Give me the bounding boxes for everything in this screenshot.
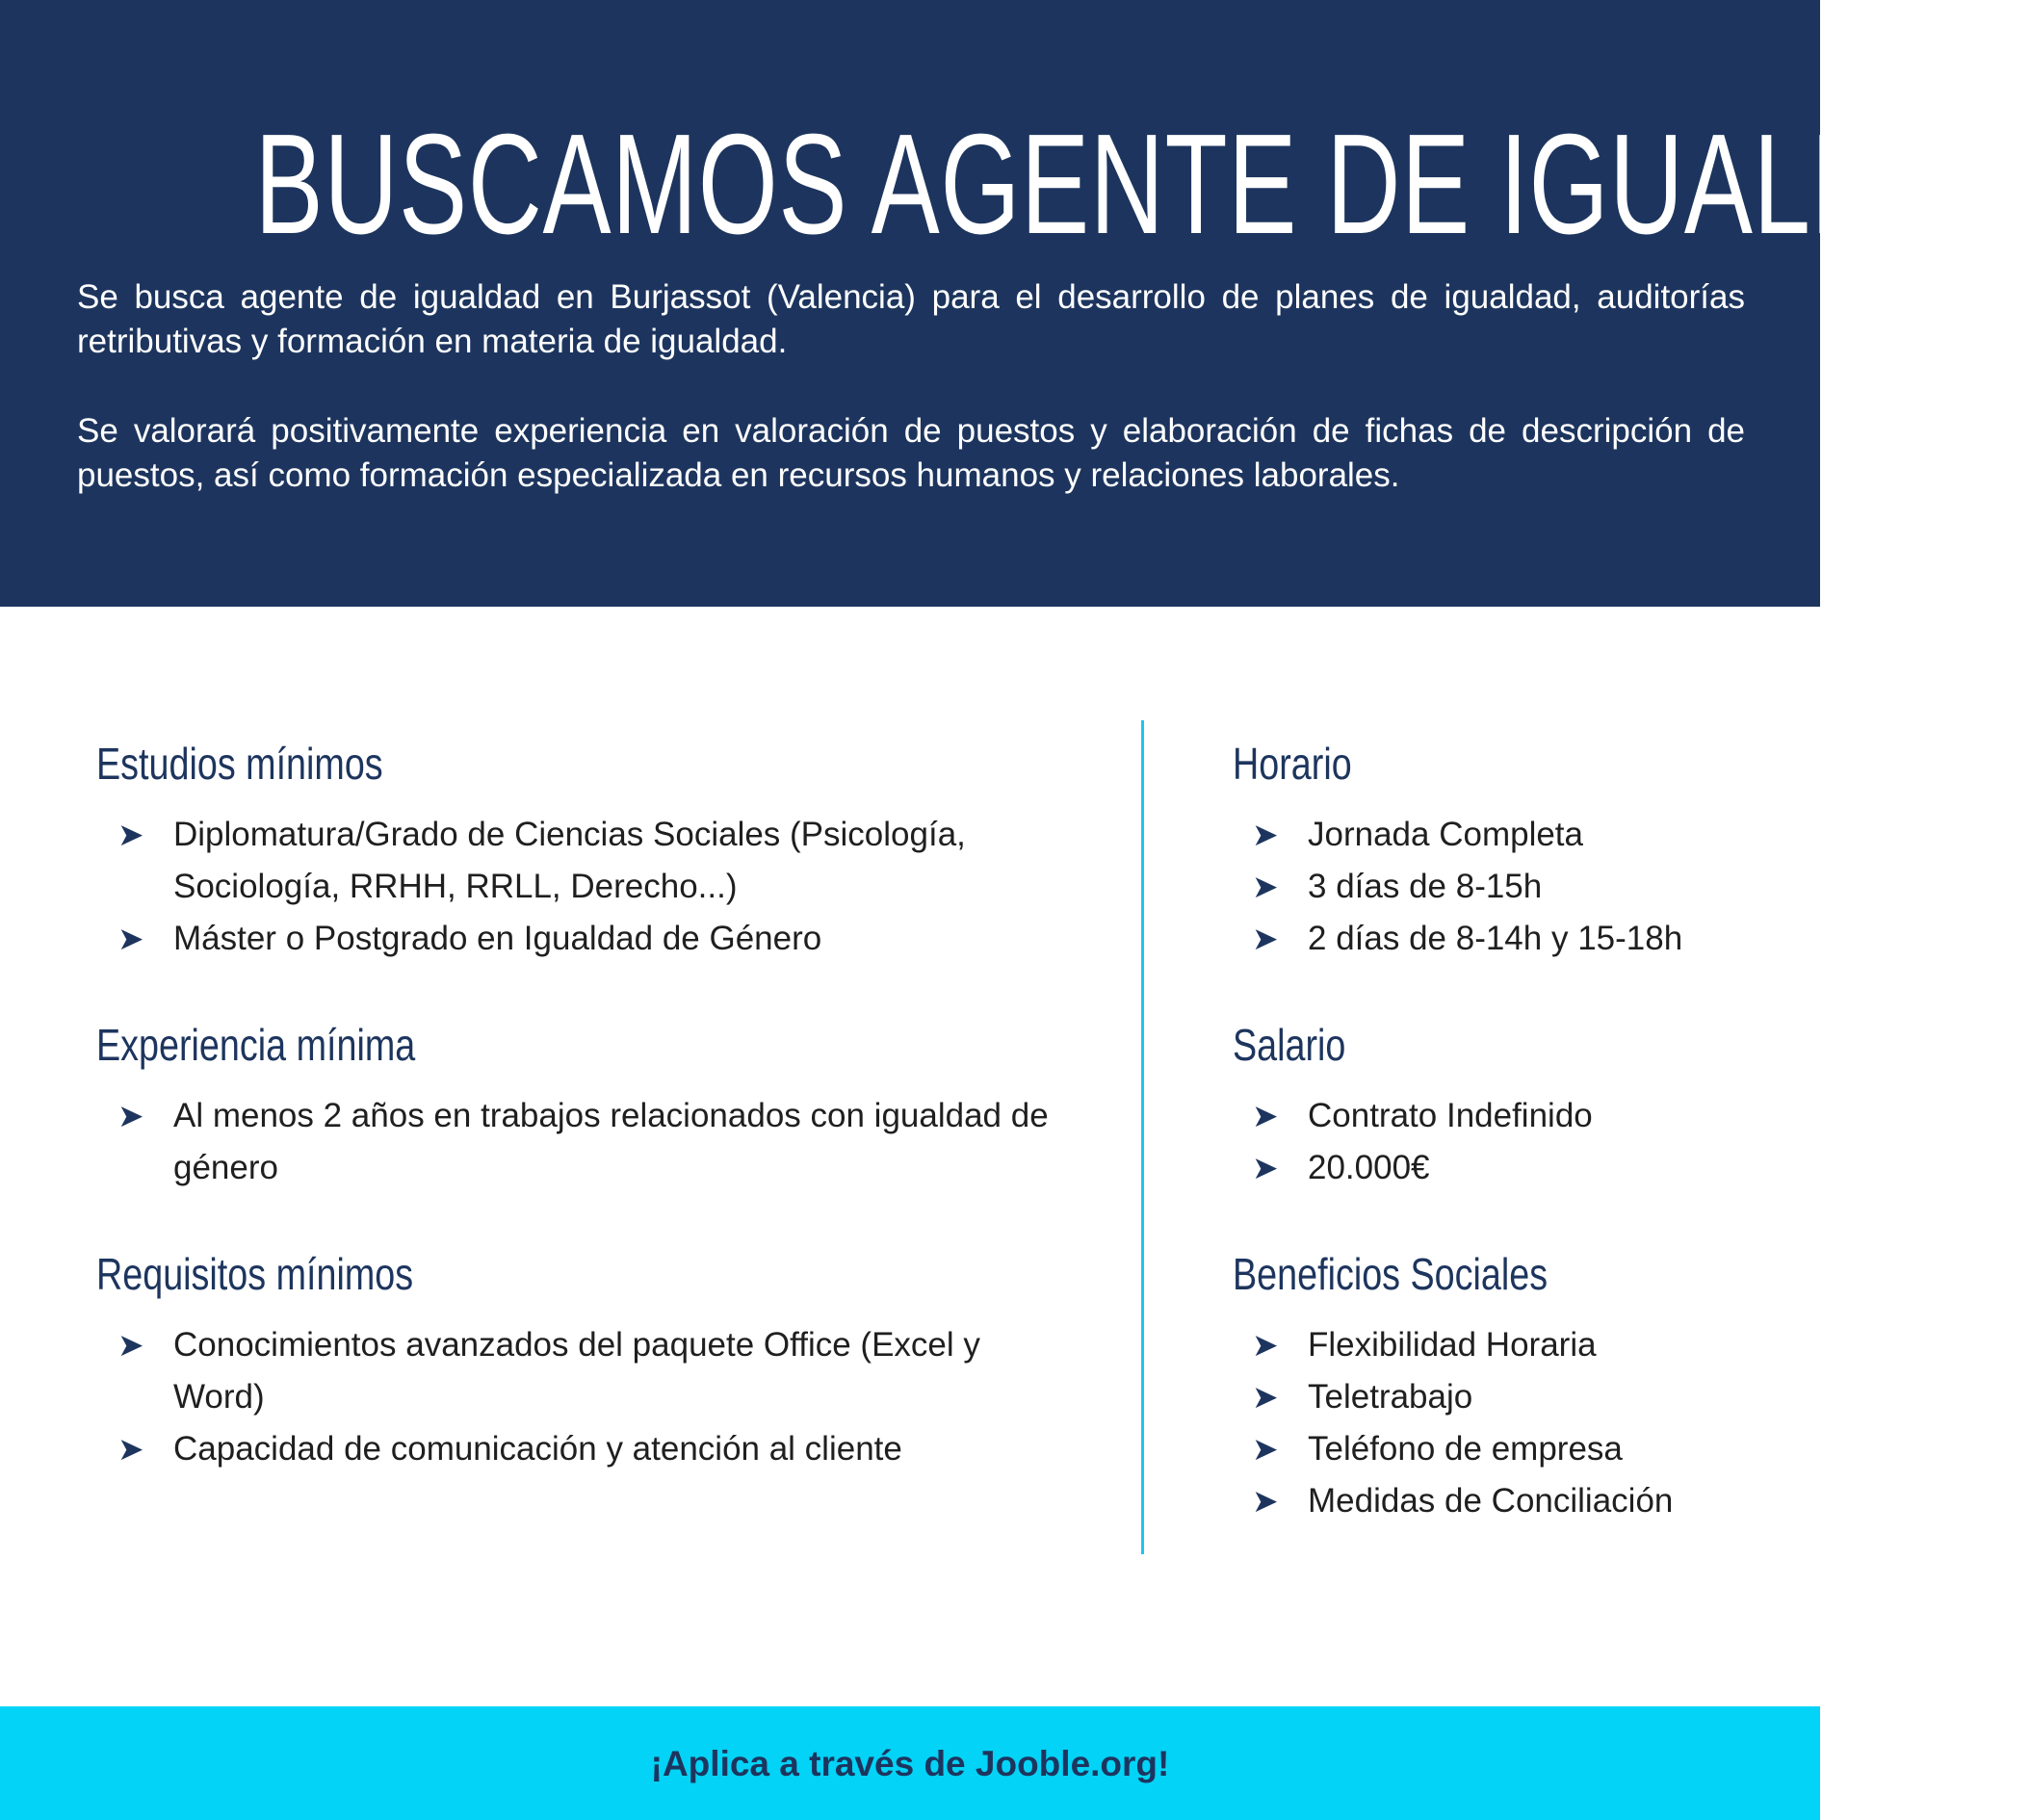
list-item <box>117 1319 1059 1423</box>
list-item-text: Medidas de Conciliación <box>1308 1482 1674 1520</box>
list-item-text: Teletrabajo <box>1308 1378 1473 1416</box>
arrow-right-icon: ➤ <box>1252 1379 1279 1415</box>
list-item-text: Máster o Postgrado en Igualdad de Género <box>173 920 822 957</box>
section-salario <box>1233 1013 1772 1194</box>
apply-link[interactable]: ¡Aplica a través de Jooble.org! <box>650 1744 1170 1783</box>
list-item <box>1252 1371 1772 1423</box>
arrow-right-icon: ➤ <box>117 1327 144 1363</box>
arrow-right-icon: ➤ <box>1252 921 1279 956</box>
arrow-right-icon: ➤ <box>117 1098 144 1133</box>
list-beneficios <box>1233 1319 1772 1527</box>
list-item-text: 20.000€ <box>1308 1149 1430 1186</box>
list-experiencia <box>96 1090 1059 1194</box>
page-title: BUSCAMOS AGENTE DE IGUALDAD <box>254 105 2030 264</box>
column-divider <box>1141 720 1144 1554</box>
arrow-right-icon: ➤ <box>1252 869 1279 904</box>
arrow-right-icon: ➤ <box>1252 1327 1279 1363</box>
list-item <box>1252 1142 1772 1194</box>
list-item <box>1252 1319 1772 1371</box>
section-title-experiencia: Experiencia mínima <box>96 1020 416 1070</box>
list-item-text: Flexibilidad Horaria <box>1308 1326 1597 1364</box>
intro-paragraph-1: Se busca agente de igualdad en Burjassot (Valencia) para el desarrollo de planes de igualdad, auditorías retributivas y formación en materia de igualdad. <box>77 278 1745 360</box>
header-banner <box>0 0 2030 607</box>
section-experiencia <box>96 1013 1059 1194</box>
section-title-horario: Horario <box>1233 739 1352 789</box>
list-item <box>1252 1423 1772 1475</box>
arrow-right-icon: ➤ <box>1252 1431 1279 1467</box>
list-item <box>117 1423 1059 1475</box>
section-title-estudios: Estudios mínimos <box>96 739 383 789</box>
list-item-text: Diplomatura/Grado de Ciencias Sociales (Psicología, Sociología, RRHH, RRLL, Derecho...) <box>173 816 966 905</box>
arrow-right-icon: ➤ <box>1252 817 1279 852</box>
list-item <box>117 1090 1059 1194</box>
list-item <box>1252 913 1772 965</box>
list-item-text: Capacidad de comunicación y atención al cliente <box>173 1430 902 1468</box>
section-requisitos <box>96 1242 1059 1475</box>
list-item <box>1252 861 1772 913</box>
list-salario <box>1233 1090 1772 1194</box>
list-item-text: Teléfono de empresa <box>1308 1430 1623 1468</box>
list-item <box>1252 1475 1772 1527</box>
section-title-salario: Salario <box>1233 1020 1346 1070</box>
arrow-right-icon: ➤ <box>117 921 144 956</box>
arrow-right-icon: ➤ <box>1252 1150 1279 1185</box>
section-title-requisitos: Requisitos mínimos <box>96 1249 414 1299</box>
list-requisitos <box>96 1319 1059 1475</box>
list-horario <box>1233 809 1772 965</box>
left-column <box>96 732 1059 1475</box>
intro-paragraph-2: Se valorará positivamente experiencia en valoración de puestos y elaboración de fichas de descripción de puestos, así como formación especializada en recursos humanos y relaciones laborales. <box>77 412 1745 494</box>
list-item-text: Conocimientos avanzados del paquete Office (Excel y Word) <box>173 1326 980 1416</box>
list-item <box>1252 1090 1772 1142</box>
list-item <box>117 913 1059 965</box>
list-item-text: Al menos 2 años en trabajos relacionados con igualdad de género <box>173 1097 1049 1186</box>
list-item-text: Jornada Completa <box>1308 816 1583 853</box>
section-title-beneficios: Beneficios Sociales <box>1233 1249 1549 1299</box>
arrow-right-icon: ➤ <box>1252 1483 1279 1519</box>
footer-banner <box>0 1706 1820 1820</box>
arrow-right-icon: ➤ <box>1252 1098 1279 1133</box>
list-item <box>117 809 1059 913</box>
list-item-text: 3 días de 8-15h <box>1308 868 1543 905</box>
section-beneficios <box>1233 1242 1772 1527</box>
arrow-right-icon: ➤ <box>117 1431 144 1467</box>
arrow-right-icon: ➤ <box>117 817 144 852</box>
list-item <box>1252 809 1772 861</box>
section-estudios <box>96 732 1059 965</box>
section-horario <box>1233 732 1772 965</box>
right-column <box>1233 732 1772 1527</box>
list-estudios <box>96 809 1059 965</box>
list-item-text: 2 días de 8-14h y 15-18h <box>1308 920 1683 957</box>
list-item-text: Contrato Indefinido <box>1308 1097 1593 1134</box>
